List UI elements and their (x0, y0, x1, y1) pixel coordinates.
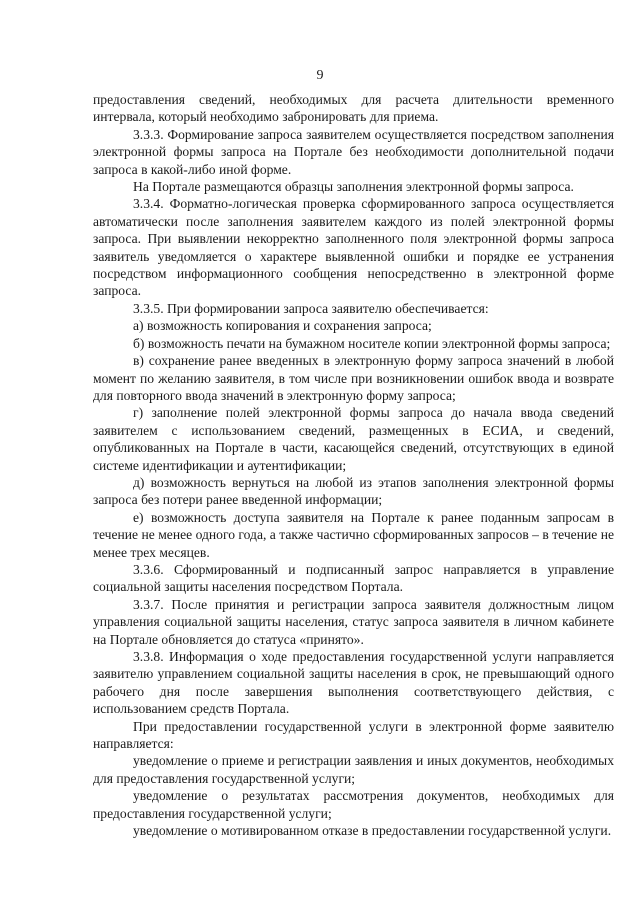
document-body (93, 91, 614, 839)
paragraph-3-3-8: 3.3.8. Информация о ходе предоставления государственной услуги направляется заявителю управлением социальной защиты населения в срок, не превышающий одного рабочего дня после завершения выполнения соответствующего действия, с использованием средств Портала. (93, 649, 614, 717)
paragraph-continuation: предоставления сведений, необходимых для расчета длительности временного интервала, который необходимо забронировать для приема. (93, 92, 614, 125)
list-item-g: г) заполнение полей электронной формы запроса до начала ввода сведений заявителем с использованием сведений, размещенных в ЕСИА, и сведений, опубликованных на Портале в части, касающейся сведений, отсутствующих в единой системе идентификации и аутентификации; (93, 405, 614, 473)
notification-results: уведомление о результатах рассмотрения документов, необходимых для предоставления государственной услуги; (93, 788, 614, 821)
paragraph-3-3-5: 3.3.5. При формировании запроса заявителю обеспечивается: (133, 300, 489, 316)
page-number: 9 (316, 68, 324, 83)
paragraph-sample-forms: На Портале размещаются образцы заполнения электронной формы запроса. (133, 179, 574, 195)
notification-refusal: уведомление о мотивированном отказе в предоставлении государственной услуги. (133, 823, 612, 839)
list-item-e: е) возможность доступа заявителя на Портале к ранее поданным запросам в течение не менее одного года, а также частично сформированных запросов – в течение не менее трех месяцев. (93, 509, 614, 560)
notification-receipt: уведомление о приеме и регистрации заявления и иных документов, необходимых для предоставления государственной услуги; (93, 753, 614, 786)
paragraph-notifications-intro: При предоставлении государственной услуги в электронной форме заявителю направляется: (93, 718, 614, 752)
paragraph-3-3-4: 3.3.4. Форматно-логическая проверка сформированного запроса осуществляется автоматически после заполнения заявителем каждого из полей электронной формы запроса. При выявлении некорректно заполненного поля электронной формы запроса заявитель уведомляется о характере выявленной ошибки и порядке ее устранения посредством информационного сообщения непосредственно в электронной форме запроса. (93, 196, 614, 299)
paragraph-3-3-7: 3.3.7. После принятия и регистрации запроса заявителя должностным лицом управления социальной защиты населения, статус запроса заявителя в личном кабинете на Портале обновляется до статуса «принято». (93, 596, 614, 647)
list-item-v: в) сохранение ранее введенных в электронную форму запроса значений в любой момент по желанию заявителя, в том числе при возникновении ошибок ввода и возврате для повторного ввода значений в электронную форму запроса; (93, 353, 614, 403)
paragraph-3-3-6: 3.3.6. Сформированный и подписанный запрос направляется в управление социальной защиты населения посредством Портала. (93, 561, 614, 595)
list-item-b: б) возможность печати на бумажном носителе копии электронной формы запроса; (133, 335, 611, 351)
list-item-d: д) возможность вернуться на любой из этапов заполнения электронной формы запроса без потери ранее введенной информации; (93, 474, 614, 508)
paragraph-3-3-3: 3.3.3. Формирование запроса заявителем осуществляется посредством заполнения электронной формы запроса на Портале без необходимости дополнительной подачи запроса в какой-либо иной форме. (93, 126, 614, 177)
list-item-a: а) возможность копирования и сохранения запроса; (133, 318, 432, 334)
